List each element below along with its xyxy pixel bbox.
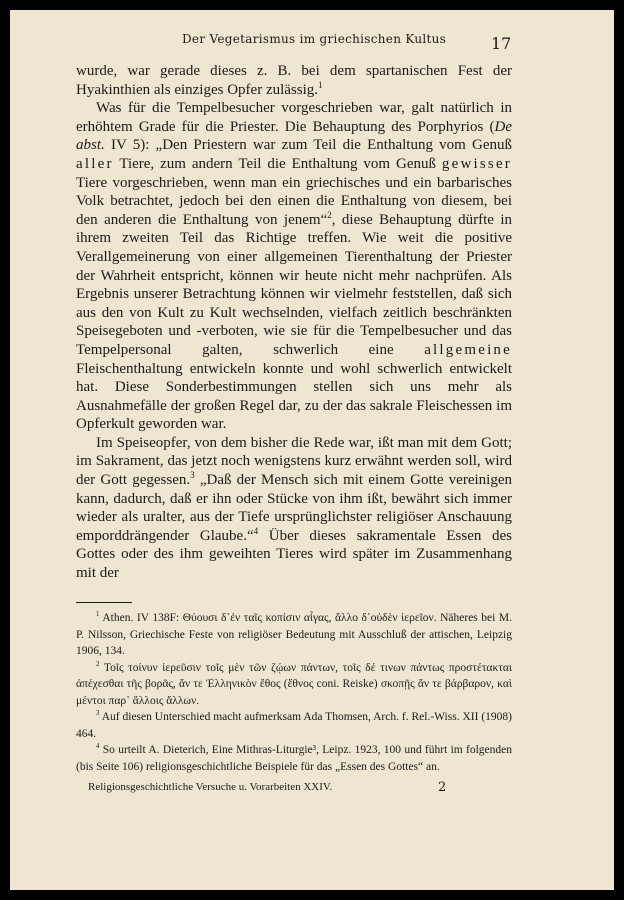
emphasis-allgemeine: allgemeine [424,341,512,358]
paragraph-2: Was für die Tempelbesucher vorgeschrieben war, galt natürlich in erhöhtem Grade für die Priester. Die Behauptung des Porphyrios (De abst. IV 5): „Den Priestern war zum Teil die Enthaltung vom Genuß aller Tiere, zum andern Teil die Enthaltung vom Genuß gewisser Tiere vorgeschrieben, wenn man ein griechisches und ein barbarisches Volk betrachtet, jedoch bei den einen die Enthaltung von diesem, bei den anderen die Enthaltung von jenem“$^2$, diese Behauptung dürfte in ihrem zweiten Teil das Richtige treffen. Wie weit die positive Verallgemeinerung von einer allgemeinen Tierenthaltung der Priester der Wahrheit entspricht, können wir heute nicht mehr nachprüfen. Als Ergebnis unserer Betrachtung können wir vielmehr feststellen, daß sich aus den von Kult zu Kult wechselnden, vielfach zeitlich beschränkten Speisegeboten und -verboten, wie sie für die Tempelbesucher und das Tempelpersonal galten, schwerlich eine allgemeine Fleischenthaltung entwickeln konnte und wohl schwerlich entwickelt hat. Diese Sonderbestimmungen stellen sich uns mehr als Ausnahmefälle der großen Regel dar, zu der das sakrale Fleischessen im Opferkult geworden war. [76,100,512,433]
footnote-1: $^1$ Athen. IV 138F: Θύουσι δ᾽ἐν ταῖς κοπίσιν αἶγας, ἄλλο δ᾽οὐδὲν ἱερεῖον. Näheres bei M. P. Nilsson, Griechische Feste von religiöser Bedeutung mit Ausschluß der attischen, Leipzig 1906, 134. [76,611,512,657]
footnote-4: $^4$ So urteilt A. Dieterich, Eine Mithras-Liturgie³, Leipz. 1923, 100 und führt im folgenden (bis Seite 106) religionsgeschichtliche Beispiele für das „Essen des Gottes“ an. [76,743,512,773]
page-number: 17 [491,34,512,53]
signature-mark: 2 [438,780,447,795]
paragraph-1: wurde, war gerade dieses z. B. bei dem spartanischen Fest der Hyakinthien als einziges Opfer zulässig.$^1$ [76,63,512,98]
footnotes [76,610,512,775]
paragraph-3: Im Speiseopfer, von dem bisher die Rede war, ißt man mit dem Gott; im Sakrament, das jetzt noch wenigstens kurz erwähnt werden soll, wird der Gott gegessen.$^3$ „Daß der Mensch sich mit einem Gotte vereinigen kann, dadurch, daß er ihn oder Stücke von ihm ißt, bewährt sich immer wieder als uralter, aus der Tiefe ursprünglichster religiöser Anschauung emporddrängender Glaube.“$^4$ Über dieses sakramentale Essen des Gottes oder des ihm geweihten Tieres wird später im Zusammenhang mit der [76,434,512,582]
footnote-2: $^2$ Τοῖς τοίνυν ἱερεῦσιν τοῖς μὲν τῶν ζῴων πάντων, τοῖς δέ τινων πάντως προστέτακται ἀπέχεσθαι τῆς βορᾶς, ἄν τε Ἑλληνικὸν ἔθος (ἔθνος coni. Reiske) σκοπῇς ἄν τε βάρβαρον, καὶ μέντοι παρ᾽ ἄλλοις ἄλλων. [76,660,512,707]
footnote-ref-2[interactable]: 2 [327,209,332,220]
citation: De abst. [76,118,512,154]
emphasis-aller: aller [76,155,114,172]
emphasis-gewisser: gewisser [441,155,512,172]
footnote-ref-1[interactable]: 1 [318,79,323,90]
footnote-3: $^3$ Auf diesen Unterschied macht aufmerksam Ada Thomsen, Arch. f. Rel.-Wiss. XII (1908) 464. [76,710,512,740]
footnote-ref-3[interactable]: 3 [190,470,195,481]
footnote-ref-4[interactable]: 4 [253,525,259,536]
running-title: Der Vegetarismus im griechischen Kultus [182,32,447,46]
footnote-rule [76,602,132,603]
main-text [76,62,512,583]
series-footer: Religionsgeschichtliche Versuche u. Vorarbeiten XXIV. [88,781,333,793]
page [10,10,614,890]
